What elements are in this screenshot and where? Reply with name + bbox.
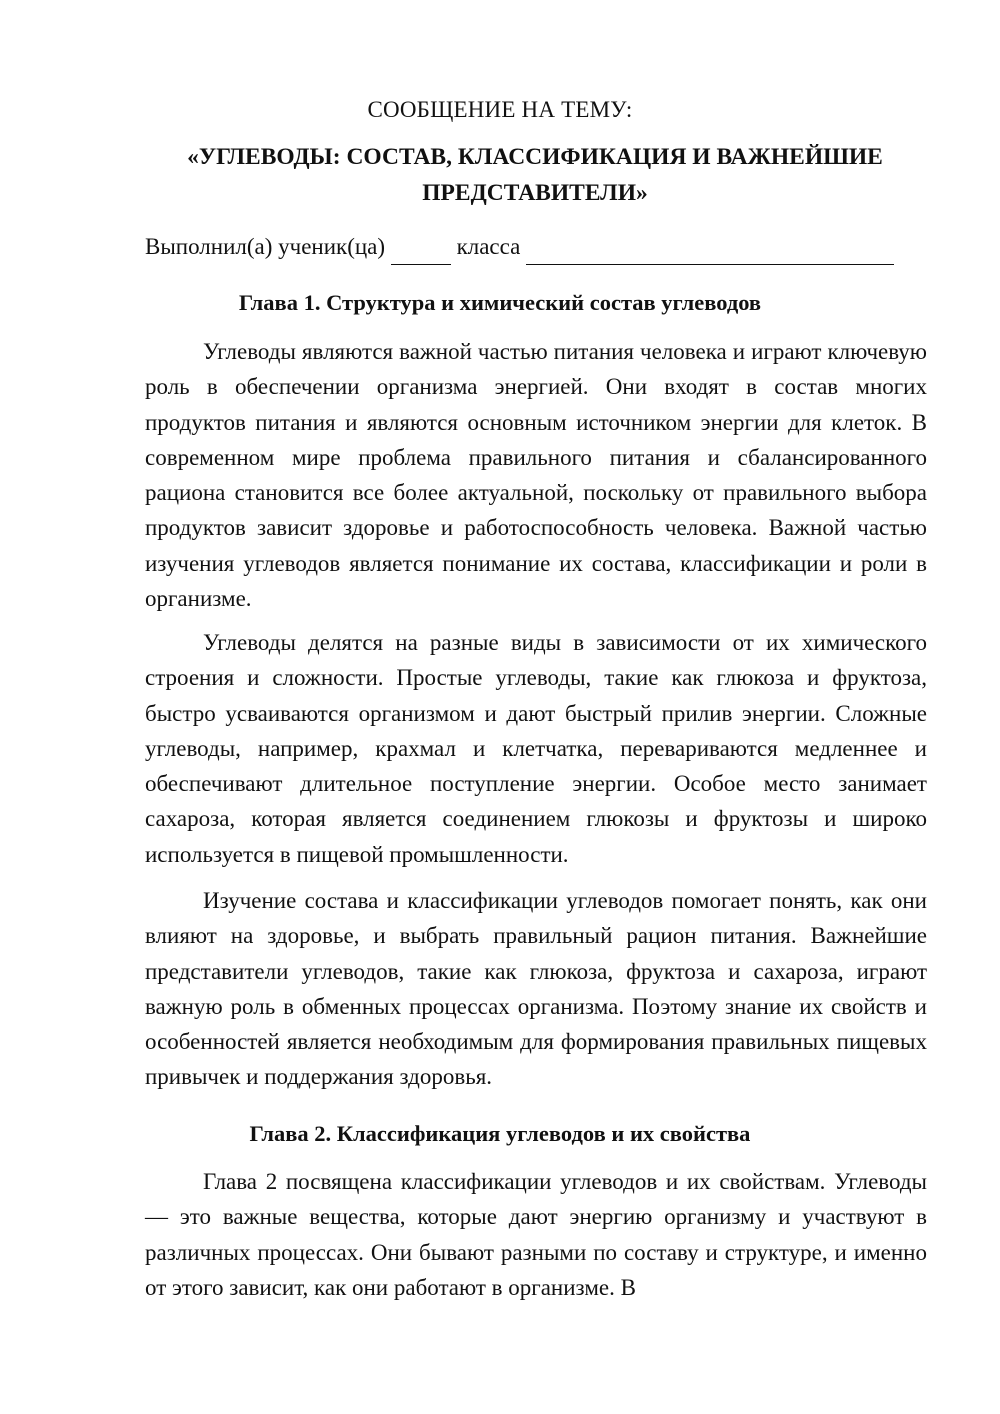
document-topic-label: СООБЩЕНИЕ НА ТЕМУ: [367, 97, 633, 122]
chapter-2-heading: Глава 2. Классификация углеводов и их свойства [249, 1121, 751, 1146]
chapter-1-paragraph-2: Углеводы делятся на разные виды в зависимости от их химического строения и сложности. Простые углеводы, такие как глюкоза и фруктоза, быстро усваиваются организмом и дают быстрый прилив энергии. Сложные углеводы, например, крахмал и клетчатка, перевариваются медленнее и обеспечивают длительное поступление энергии. Особое место занимает сахароза, которая является соединением глюкозы и фруктозы и широко используется в пищевой промышленности. [145, 630, 927, 867]
author-prefix: Выполнил(а) ученик(ца) [145, 234, 386, 259]
class-label: класса [456, 234, 521, 259]
chapter-1-heading: Глава 1. Структура и химический состав углеводов [238, 290, 762, 315]
chapter-1-paragraph-1: Углеводы являются важной частью питания человека и играют ключевую роль в обеспечении организма энергией. Они входят в состав многих продуктов питания и являются основным источником энергии для клеток. В современном мире проблема правильного питания и сбалансированного рациона становится все более актуальной, поскольку от правильного выбора продуктов зависит здоровье и работоспособность человека. Важной частью изучения углеводов является понимание их состава, классификации и роли в организме. [145, 339, 927, 612]
document-title: «УГЛЕВОДЫ: СОСТАВ, КЛАССИФИКАЦИЯ И ВАЖНЕЙШИЕ ПРЕДСТАВИТЕЛИ» [187, 144, 883, 206]
author-line [145, 229, 935, 265]
chapter-1-paragraph-3: Изучение состава и классификации углеводов помогает понять, как они влияют на здоровье, и выбрать правильный рацион питания. Важнейшие представители углеводов, такие как глюкоза, фруктоза и сахароза, играют важную роль в обменных процессах организма. Поэтому знание их свойств и особенностей является необходимым для формирования правильных пищевых привычек и поддержания здоровья. [145, 888, 927, 1090]
grade-blank [391, 238, 451, 265]
name-blank [526, 238, 894, 265]
chapter-2-paragraph-1: Глава 2 посвящена классификации углеводов и их свойствам. Углеводы — это важные вещества, которые дают энергию организму и участвуют в различных процессах. Они бывают разными по составу и структуре, и именно от этого зависит, как они работают в организме. В [145, 1169, 927, 1300]
